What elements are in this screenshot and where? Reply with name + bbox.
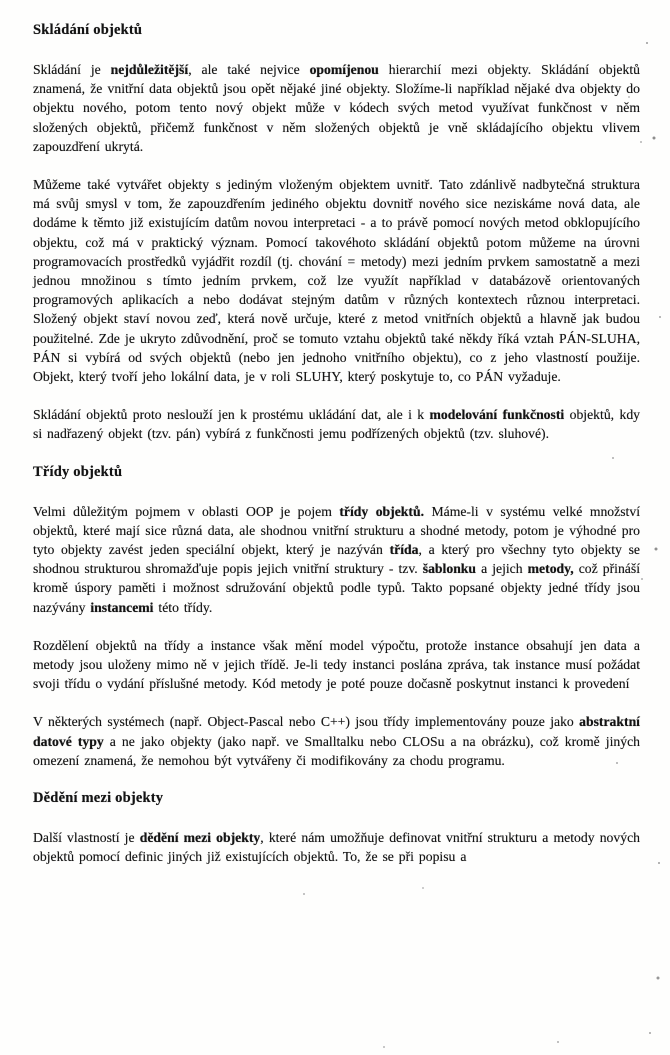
paragraph-skladani-1 [33, 60, 640, 156]
paragraph-text-run: , a který pro všechny tyto objekty se shodnou strukturou shromažďuje popis jejich vnitřní struktury - tzv. [33, 542, 640, 577]
paragraph-dedeni-1 [33, 828, 640, 866]
paragraph-text-run: V některých systémech (např. Object-Pascal nebo C++) jsou třídy implementovány pouze jako [33, 714, 580, 730]
heading-tridy-objektu [33, 463, 640, 482]
heading-dedeni-mezi-objekty [33, 789, 640, 808]
paragraph-text-run: , které nám umožňuje definovat vnitřní strukturu a metody nových objektů pomocí definic jiných již existujících objektů. To, že se při popisu a [33, 830, 640, 865]
paragraph-text-run: metody, [527, 561, 574, 577]
paragraph-text-run: a ne jako objekty (jako např. ve Smalltalku nebo CLOSu a na obrázku), což kromě jiných omezení znamená, že nemohou být vytvářeny či modifikovány za chodu programu. [33, 733, 640, 768]
scan-noise-specks [0, 0, 2, 2]
paragraph-text-run: abstraktní datové typy [33, 714, 640, 749]
paragraph-tridy-3 [33, 712, 640, 770]
paragraph-text-run: Skládání je [33, 62, 111, 77]
paragraph-text-run: , ale také nejvice [188, 62, 310, 77]
paragraph-text-run: této třídy. [153, 599, 213, 615]
paragraph-text-run: modelování funkčnosti [429, 407, 565, 423]
paragraph-text-run: instancemi [90, 599, 154, 615]
paragraph-text-run: Máme-li v systému velké množství objektů, které mají sice různá data, ale shodnou vnitřní strukturu a shodné metody, potom je výhodné pro tyto objekty zavést jeden speciální objekt, který je nazýván [33, 503, 641, 558]
paragraph-text-run: hierarchií mezi objekty. Skládání objektů znamená, že vnitřní data objektů jsou opět nějaké jiné objekty. Složíme-li například nějaké dva objekty do objektu nového, potom tento nový objekt může v kódech svých metod využívat funkčnost v něm složených objektů, přičemž funkčnost v něm složených objektů je vně skládajícího objektu vlivem zapouzdření ukrytá. [33, 62, 640, 154]
paragraph-text-run: třída [389, 542, 419, 558]
paragraph-text-run: a jejich [476, 561, 528, 577]
heading-text-run: Dědění mezi objekty [33, 790, 164, 807]
paragraph-text-run: šablonku [422, 561, 477, 577]
paragraph-text-run: Můžeme také vytvářet objekty s jediným vloženým objektem uvnitř. Tato zdánlivě nadbytečná struktura má svůj smysl v tom, že zapouzdřením jediného objektu dovnitř nového sice neziskáme nová data, ale dodáme k těmto již existujícím datům novou interpretaci - a to právě pomocí nových metod obklopujícího objektu, což má v praktický význam. Pomocí takovéhoto skládání objektů potom můžeme na úrovni programovacích prostředků vyjádřit rozdíl (tj. chování = metody) mezi jedním prvkem samostatně a mezi jednou množinou s tímto jedním prvkem, což lze využít například v databázově orientovaných programových aplikacích a nebo dodávat stejným datům v různých kontextech různou interpretaci. Složený objekt staví novou zeď, která nově určuje, které z metod vnitřních objektů a hlavně jak budou použitelné. Zde je ukryto zdůvodnění, proč se tomuto vztahu objektů také někdy říká vztah PÁN-SLUHA, PÁN si vybírá od svých objektů (nebo jen jednoho vnitřního objektu), co z jeho vlastností použije. Objekt, který tvoří jeho lokální data, je v roli SLUHY, který poskytuje to, co PÁN vyžaduje. [33, 177, 640, 385]
paragraph-text-run: Rozdělení objektů na třídy a instance však mění model výpočtu, protože instance obsahují jen data a metody jsou uloženy mimo ně v jejich třídě. Je-li tedy instanci poslána zpráva, tak instance musí požádat svoji třídu o vydání příslušné metody. Kód metody je poté pouze dočasně poskytnut instanci k provedení [33, 637, 640, 692]
heading-text-run: Třídy objektů [33, 463, 123, 480]
paragraph-text-run: třídy objektů. [339, 503, 424, 519]
paragraph-text-run: dědění mezi objekty [139, 830, 261, 846]
paragraph-text-run: což přináší kromě úspory paměti i možnost sdružování objektů podle typů. Takto popsané objekty jedné třídy jsou nazývány [33, 561, 640, 615]
paragraph-text-run: nejdůležitější [110, 62, 189, 77]
paragraph-skladani-2 [33, 175, 640, 386]
heading-text-run: Skládání objektů [33, 22, 143, 38]
paragraph-text-run: Velmi důležitým pojmem v oblasti OOP je pojem [33, 503, 340, 519]
paragraph-text-run: Skládání objektů proto neslouží jen k prostému ukládání dat, ale i k [33, 407, 430, 423]
paragraph-text-run: opomíjenou [309, 62, 379, 77]
paragraph-text-run: objektů, kdy si nadřazený objekt (tzv. pán) vybírá z funkčnosti jemu podřízených objektů (tzv. sluhové). [33, 407, 641, 442]
paragraph-skladani-3 [33, 405, 640, 443]
heading-skladani-objektu [33, 21, 640, 40]
paragraph-tridy-2 [33, 636, 640, 694]
paragraph-text-run: Další vlastností je [33, 830, 140, 846]
document-text-blocks [33, 21, 640, 867]
paragraph-tridy-1 [33, 502, 640, 617]
